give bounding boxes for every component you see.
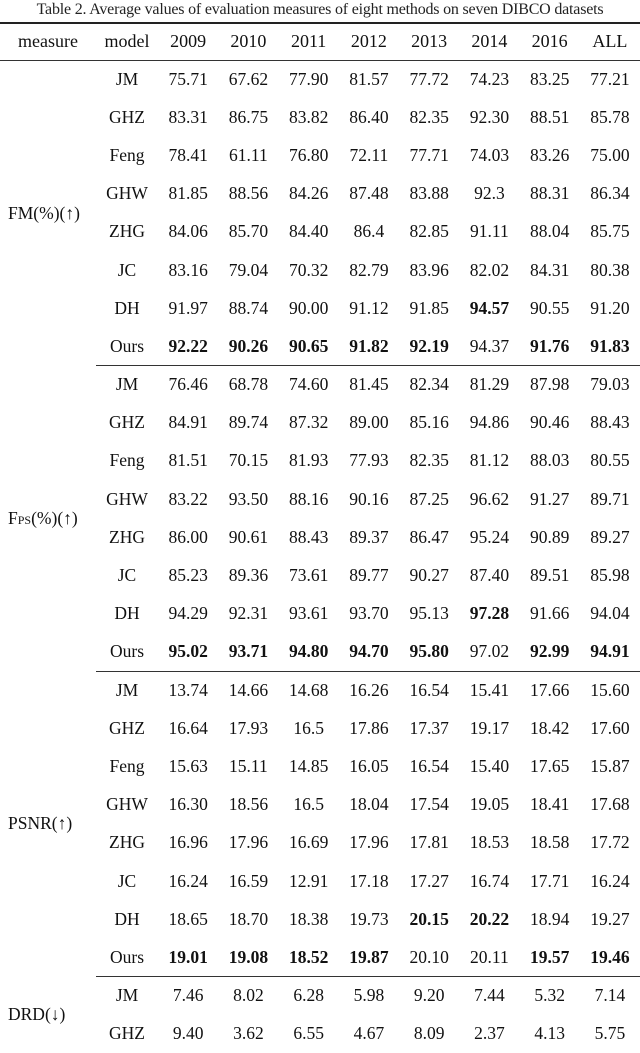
value-cell: 91.20 (590, 297, 630, 318)
model-name: DH (114, 908, 140, 929)
value-cell: 16.64 (168, 717, 208, 738)
column-header-2014: 2014 (459, 23, 519, 60)
value-cell: 77.21 (590, 68, 630, 89)
value-cell: 17.60 (590, 717, 630, 738)
value-cell: 83.96 (409, 259, 449, 280)
value-cell: 18.65 (168, 908, 208, 929)
value-cell: 87.40 (469, 565, 510, 586)
value-cell: 16.5 (293, 794, 324, 815)
value-cell: 89.36 (228, 565, 269, 586)
table-row (0, 938, 640, 976)
value-cell: 18.52 (279, 938, 339, 976)
value-cell: 17.86 (349, 717, 389, 738)
model-name: JC (117, 565, 137, 586)
value-cell: 93.61 (288, 603, 329, 624)
measure-label: PSNR(↑) (8, 813, 73, 834)
table-row (0, 251, 640, 289)
value-cell: 94.37 (459, 327, 519, 365)
value-cell: 89.27 (590, 526, 630, 547)
value-cell: 83.82 (288, 106, 329, 127)
model-name: Feng (109, 755, 145, 776)
value-cell: 89.37 (349, 526, 389, 547)
value-cell: 89.74 (228, 412, 269, 433)
value-cell: 83.16 (168, 259, 208, 280)
value-cell: 85.70 (228, 221, 269, 242)
table-row (0, 518, 640, 556)
value-cell: 88.43 (288, 526, 329, 547)
value-cell: 75.00 (590, 144, 630, 165)
table-row (0, 98, 640, 136)
model-name: Ours (96, 633, 158, 671)
value-cell: 15.87 (590, 755, 630, 776)
value-cell: 16.26 (349, 679, 389, 700)
value-cell: 88.16 (288, 488, 329, 509)
value-cell: 91.82 (339, 327, 399, 365)
model-name: GHW (106, 488, 148, 509)
model-name: Ours (96, 938, 158, 976)
value-cell: 5.75 (594, 1023, 626, 1044)
value-cell: 87.32 (288, 412, 329, 433)
value-cell: 17.65 (529, 755, 570, 776)
results-table (0, 22, 640, 1053)
value-cell: 91.66 (529, 603, 570, 624)
value-cell: 89.77 (349, 565, 389, 586)
value-cell: 85.16 (409, 412, 449, 433)
model-name: Feng (109, 144, 145, 165)
column-header-2011: 2011 (279, 23, 339, 60)
value-cell: 85.23 (168, 565, 208, 586)
column-header-2016: 2016 (520, 23, 580, 60)
model-name: GHZ (109, 412, 145, 433)
value-cell: 20.11 (459, 938, 519, 976)
value-cell: 18.41 (529, 794, 570, 815)
value-cell: 19.46 (580, 938, 640, 976)
value-cell: 91.76 (520, 327, 580, 365)
value-cell: 82.35 (409, 450, 449, 471)
column-header-model: model (96, 23, 158, 60)
measure-label: DRD(↓) (8, 1004, 66, 1025)
value-cell: 77.71 (409, 144, 449, 165)
table-row (0, 900, 640, 938)
value-cell: 88.43 (590, 412, 630, 433)
value-cell: 94.70 (339, 633, 399, 671)
value-cell: 78.41 (168, 144, 208, 165)
table-row (0, 327, 640, 365)
column-header-2012: 2012 (339, 23, 399, 60)
value-cell: 91.11 (470, 221, 509, 242)
value-cell: 86.75 (228, 106, 269, 127)
value-cell: 61.11 (229, 144, 268, 165)
table-row (0, 442, 640, 480)
model-name: ZHG (109, 221, 145, 242)
value-cell: 73.61 (288, 565, 329, 586)
value-cell: 18.70 (228, 908, 269, 929)
value-cell: 5.98 (353, 985, 385, 1006)
value-cell: 92.31 (228, 603, 269, 624)
value-cell: 85.75 (590, 221, 630, 242)
measure-subscript: PS (17, 512, 32, 527)
value-cell: 7.44 (474, 985, 505, 1006)
value-cell: 81.85 (168, 183, 208, 204)
value-cell: 18.56 (228, 794, 269, 815)
value-cell: 17.37 (409, 717, 449, 738)
value-cell: 17.96 (349, 832, 389, 853)
value-cell: 74.23 (469, 68, 510, 89)
value-cell: 15.63 (168, 755, 208, 776)
value-cell: 17.27 (409, 870, 449, 891)
value-cell: 84.31 (529, 259, 570, 280)
value-cell: 93.71 (218, 633, 278, 671)
value-cell: 17.72 (590, 832, 630, 853)
value-cell: 95.24 (469, 526, 510, 547)
column-header-2009: 2009 (158, 23, 218, 60)
model-name: ZHG (109, 832, 145, 853)
value-cell: 86.00 (168, 526, 208, 547)
table-row (0, 747, 640, 785)
value-cell: 87.25 (409, 488, 449, 509)
value-cell: 3.62 (233, 1023, 264, 1044)
value-cell: 81.93 (288, 450, 329, 471)
value-cell: 85.78 (590, 106, 630, 127)
value-cell: 91.83 (580, 327, 640, 365)
value-cell: 96.62 (469, 488, 510, 509)
value-cell: 18.42 (529, 717, 570, 738)
value-cell: 81.45 (349, 374, 389, 395)
value-cell: 19.87 (339, 938, 399, 976)
value-cell: 82.79 (349, 259, 389, 280)
value-cell: 17.54 (409, 794, 449, 815)
value-cell: 88.04 (529, 221, 570, 242)
model-name: GHZ (109, 717, 145, 738)
table-row (0, 556, 640, 594)
value-cell: 94.80 (279, 633, 339, 671)
value-cell: 9.40 (172, 1023, 204, 1044)
value-cell: 84.91 (168, 412, 208, 433)
value-cell: 18.38 (288, 908, 329, 929)
value-cell: 85.98 (590, 565, 630, 586)
value-cell: 97.28 (469, 603, 510, 624)
value-cell: 20.10 (399, 938, 459, 976)
value-cell: 5.32 (534, 985, 565, 1006)
value-cell: 16.74 (469, 870, 510, 891)
table-row (0, 480, 640, 518)
value-cell: 76.80 (288, 144, 329, 165)
value-cell: 83.22 (168, 488, 208, 509)
value-cell: 67.62 (228, 68, 269, 89)
table-caption: Table 2. Average values of evaluation measures of eight methods on seven DIBCO datasets (36, 1, 604, 18)
value-cell: 82.02 (469, 259, 510, 280)
value-cell: 90.00 (288, 297, 329, 318)
value-cell: 19.05 (469, 794, 510, 815)
value-cell: 16.30 (168, 794, 208, 815)
value-cell: 8.09 (413, 1023, 445, 1044)
value-cell: 77.90 (288, 68, 329, 89)
value-cell: 16.59 (228, 870, 269, 891)
model-name: ZHG (109, 526, 145, 547)
value-cell: 75.71 (168, 68, 208, 89)
table-row (0, 633, 640, 671)
value-cell: 88.31 (529, 183, 570, 204)
value-cell: 7.46 (172, 985, 204, 1006)
value-cell: 19.17 (469, 717, 510, 738)
value-cell: 89.00 (349, 412, 389, 433)
value-cell: 6.28 (293, 985, 324, 1006)
value-cell: 86.4 (353, 221, 385, 242)
value-cell: 95.02 (158, 633, 218, 671)
table-row (0, 671, 640, 709)
value-cell: 94.29 (168, 603, 208, 624)
value-cell: 90.16 (349, 488, 389, 509)
table-row (0, 595, 640, 633)
value-cell: 81.57 (349, 68, 389, 89)
table-row (0, 404, 640, 442)
column-header-2010: 2010 (218, 23, 278, 60)
value-cell: 18.53 (469, 832, 510, 853)
measure-label: FM(%)(↑) (8, 202, 80, 223)
table-row (0, 709, 640, 747)
model-name: GHW (106, 794, 148, 815)
table-row (0, 289, 640, 327)
value-cell: 76.46 (168, 374, 208, 395)
model-name: JM (115, 679, 139, 700)
table-row (0, 786, 640, 824)
value-cell: 20.22 (469, 908, 510, 929)
model-name: Ours (96, 327, 158, 365)
model-name: JM (115, 985, 139, 1006)
value-cell: 87.98 (529, 374, 570, 395)
model-name: JC (117, 870, 137, 891)
value-cell: 18.94 (529, 908, 570, 929)
model-name: Feng (109, 450, 145, 471)
value-cell: 19.57 (520, 938, 580, 976)
value-cell: 95.80 (399, 633, 459, 671)
value-cell: 97.02 (459, 633, 519, 671)
value-cell: 15.60 (590, 679, 630, 700)
model-name: GHW (106, 183, 148, 204)
value-cell: 90.65 (279, 327, 339, 365)
value-cell: 92.22 (158, 327, 218, 365)
value-cell: 90.89 (529, 526, 570, 547)
value-cell: 87.48 (349, 183, 389, 204)
value-cell: 84.40 (288, 221, 329, 242)
value-cell: 83.26 (529, 144, 570, 165)
value-cell: 17.81 (409, 832, 449, 853)
value-cell: 80.38 (590, 259, 630, 280)
value-cell: 7.14 (594, 985, 626, 1006)
value-cell: 17.93 (228, 717, 269, 738)
value-cell: 93.50 (228, 488, 269, 509)
value-cell: 17.96 (228, 832, 269, 853)
measure-label (0, 366, 96, 672)
value-cell: 82.35 (409, 106, 449, 127)
value-cell: 70.32 (288, 259, 329, 280)
value-cell: 94.04 (590, 603, 630, 624)
column-header-2013: 2013 (399, 23, 459, 60)
value-cell: 81.12 (469, 450, 510, 471)
value-cell: 2.37 (474, 1023, 505, 1044)
value-cell: 86.47 (409, 526, 449, 547)
value-cell: 90.26 (218, 327, 278, 365)
value-cell: 13.74 (168, 679, 208, 700)
value-cell: 81.29 (469, 374, 510, 395)
column-header-all: ALL (580, 23, 640, 60)
value-cell: 79.03 (590, 374, 630, 395)
measure-suffix: (%)(↑) (31, 507, 78, 528)
value-cell: 83.88 (409, 183, 449, 204)
table-body (0, 60, 640, 1053)
value-cell: 16.96 (168, 832, 208, 853)
value-cell: 94.57 (469, 297, 510, 318)
table-row (0, 366, 640, 404)
header-row (0, 23, 640, 60)
value-cell: 92.99 (520, 633, 580, 671)
value-cell: 90.46 (529, 412, 570, 433)
value-cell: 83.31 (168, 106, 208, 127)
value-cell: 15.40 (469, 755, 510, 776)
value-cell: 12.91 (288, 870, 329, 891)
value-cell: 72.11 (349, 144, 389, 165)
value-cell: 88.03 (529, 450, 570, 471)
value-cell: 16.24 (168, 870, 208, 891)
value-cell: 90.61 (228, 526, 269, 547)
value-cell: 77.93 (349, 450, 389, 471)
value-cell: 15.41 (469, 679, 510, 700)
table-row (0, 60, 640, 98)
value-cell: 19.73 (349, 908, 389, 929)
value-cell: 19.01 (158, 938, 218, 976)
value-cell: 94.91 (580, 633, 640, 671)
value-cell: 70.15 (228, 450, 269, 471)
value-cell: 6.55 (293, 1023, 324, 1044)
value-cell: 88.74 (228, 297, 269, 318)
model-name: JC (117, 259, 137, 280)
value-cell: 92.3 (474, 183, 505, 204)
value-cell: 16.54 (409, 755, 449, 776)
value-cell: 83.25 (529, 68, 570, 89)
value-cell: 74.60 (288, 374, 329, 395)
model-name: GHZ (109, 1023, 145, 1044)
table-row (0, 1015, 640, 1053)
table-row (0, 862, 640, 900)
value-cell: 18.04 (349, 794, 389, 815)
model-name: DH (114, 603, 140, 624)
measure-main: F (8, 507, 18, 528)
value-cell: 15.11 (229, 755, 268, 776)
value-cell: 92.30 (469, 106, 510, 127)
value-cell: 90.27 (409, 565, 449, 586)
table-row (0, 175, 640, 213)
model-name: DH (114, 297, 140, 318)
value-cell: 19.27 (590, 908, 630, 929)
value-cell: 16.54 (409, 679, 449, 700)
value-cell: 17.66 (529, 679, 570, 700)
table-row (0, 213, 640, 251)
value-cell: 86.34 (590, 183, 630, 204)
value-cell: 88.51 (529, 106, 570, 127)
value-cell: 81.51 (168, 450, 208, 471)
value-cell: 9.20 (413, 985, 445, 1006)
value-cell: 91.12 (349, 297, 389, 318)
model-name: GHZ (109, 106, 145, 127)
table-row (0, 977, 640, 1015)
value-cell: 82.85 (409, 221, 449, 242)
value-cell: 84.06 (168, 221, 208, 242)
value-cell: 17.68 (590, 794, 630, 815)
model-name: JM (115, 374, 139, 395)
value-cell: 90.55 (529, 297, 570, 318)
value-cell: 91.27 (529, 488, 570, 509)
value-cell: 4.67 (353, 1023, 385, 1044)
value-cell: 88.56 (228, 183, 269, 204)
value-cell: 16.24 (590, 870, 630, 891)
value-cell: 82.34 (409, 374, 449, 395)
value-cell: 74.03 (469, 144, 510, 165)
column-header-measure: measure (0, 23, 96, 60)
value-cell: 8.02 (233, 985, 264, 1006)
value-cell: 89.71 (590, 488, 630, 509)
value-cell: 16.05 (349, 755, 389, 776)
value-cell: 17.71 (529, 870, 570, 891)
value-cell: 77.72 (409, 68, 449, 89)
value-cell: 89.51 (529, 565, 570, 586)
value-cell: 14.85 (288, 755, 329, 776)
value-cell: 91.85 (409, 297, 449, 318)
value-cell: 86.40 (349, 106, 389, 127)
value-cell: 16.5 (293, 717, 324, 738)
value-cell: 4.13 (534, 1023, 565, 1044)
value-cell: 94.86 (469, 412, 510, 433)
table-row (0, 136, 640, 174)
value-cell: 17.18 (349, 870, 389, 891)
value-cell: 79.04 (228, 259, 269, 280)
value-cell: 16.69 (288, 832, 329, 853)
value-cell: 20.15 (409, 908, 449, 929)
value-cell: 14.66 (228, 679, 269, 700)
value-cell: 14.68 (288, 679, 329, 700)
value-cell: 84.26 (288, 183, 329, 204)
table-row (0, 824, 640, 862)
value-cell: 91.97 (168, 297, 208, 318)
value-cell: 80.55 (590, 450, 630, 471)
value-cell: 19.08 (218, 938, 278, 976)
value-cell: 92.19 (399, 327, 459, 365)
value-cell: 18.58 (529, 832, 570, 853)
value-cell: 68.78 (228, 374, 269, 395)
value-cell: 93.70 (349, 603, 389, 624)
model-name: JM (115, 68, 139, 89)
value-cell: 95.13 (409, 603, 449, 624)
